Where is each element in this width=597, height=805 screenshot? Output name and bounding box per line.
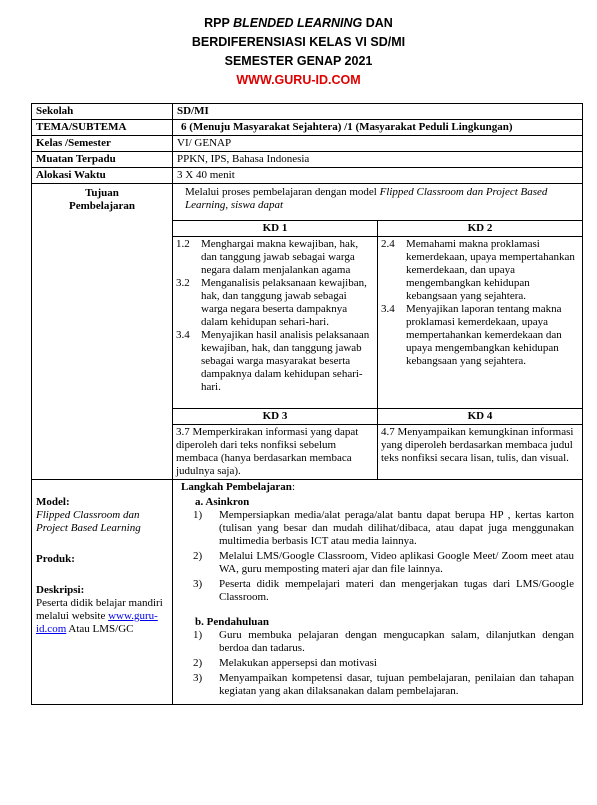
kd-num: 2.4 bbox=[381, 238, 395, 250]
deskripsi-body: Peserta didik belajar mandiri melalui website bbox=[36, 597, 163, 622]
deskripsi-label: Deskripsi: bbox=[36, 584, 85, 596]
langkah-row bbox=[32, 480, 582, 704]
deskripsi-text bbox=[36, 597, 168, 636]
title-line-1-post: DAN bbox=[362, 16, 393, 30]
tujuan-intro-plain: Melalui proses pembelajaran dengan model bbox=[185, 186, 380, 198]
kd-text: Menganalisis pelaksanaan kewajiban, hak, dan tanggung jawab sebagai warga negara beserta dampaknya dalam kehidupan sehari-hari. bbox=[201, 277, 367, 328]
title-url[interactable]: WWW.GURU-ID.COM bbox=[236, 73, 361, 87]
step-text: Guru membuka pelajaran dengan mengucapkan salam, dilanjutkan dengan berdoa dan tadarus. bbox=[219, 629, 574, 654]
kd-text: Menyajikan hasil analisis pelaksanaan kewajiban, hak, dan tanggung jawab sebagai warga masyarakat beserta dampaknya dalam kehidupan sehari-hari. bbox=[201, 329, 370, 393]
info-label: TEMA/SUBTEMA bbox=[32, 120, 173, 135]
website-link[interactable]: www.guru-id.com bbox=[36, 610, 158, 635]
kd4-cell: 4.7 Menyampaikan kemungkinan informasi yang diperoleh berdasarkan membaca judul teks nonfiksi secara lisan, tulis, dan visual. bbox=[377, 425, 582, 479]
pendahuluan-title: b. Pendahuluan bbox=[195, 616, 269, 628]
step-num: 3) bbox=[193, 672, 203, 684]
step-text: Peserta didik mempelajari materi dan mengerjakan tugas dari LMS/Google Classroom. bbox=[219, 578, 574, 603]
pendahuluan-step bbox=[181, 657, 574, 670]
title-line-1-italic: BLENDED LEARNING bbox=[233, 16, 363, 30]
info-value: SD/MI bbox=[177, 105, 209, 117]
kd1-item bbox=[176, 238, 374, 277]
step-num: 2) bbox=[193, 550, 203, 562]
tujuan-intro bbox=[173, 184, 582, 220]
produk-label: Produk: bbox=[36, 553, 75, 565]
info-label: Alokasi Waktu bbox=[32, 168, 173, 183]
title-line-1-pre: RPP bbox=[204, 16, 234, 30]
kd-num: 1.2 bbox=[176, 238, 190, 250]
step-text: Melakukan appersepsi dan motivasi bbox=[219, 657, 377, 669]
kd-text: Menghargai makna kewajiban, hak, dan tanggung jawab sebagai warga negara dalam menjalankan agama bbox=[201, 238, 359, 276]
title-line-1 bbox=[0, 14, 597, 33]
side-panel bbox=[32, 480, 173, 704]
kd2-cell bbox=[377, 237, 582, 408]
model-value: Flipped Classroom dan Project Based Learning bbox=[36, 509, 141, 534]
kd-num: 3.2 bbox=[176, 277, 190, 289]
kd-head-row-1 bbox=[173, 221, 582, 237]
langkah-content bbox=[173, 480, 582, 704]
kd-num: 3.4 bbox=[381, 303, 395, 315]
kd-body-row-1 bbox=[173, 237, 582, 409]
tujuan-row bbox=[32, 184, 582, 480]
kd-table bbox=[173, 220, 582, 479]
info-row-muatan bbox=[32, 152, 582, 168]
step-num: 2) bbox=[193, 657, 203, 669]
kd3-cell: 3.7 Memperkirakan informasi yang dapat diperoleh dari teks nonfiksi sebelum membaca (hanya berdasarkan membaca judulnya saja). bbox=[176, 426, 359, 477]
kd1-cell bbox=[173, 237, 377, 408]
kd-num: 3.4 bbox=[176, 329, 190, 341]
info-value: VI/ GENAP bbox=[177, 137, 232, 149]
info-row-kelas bbox=[32, 136, 582, 152]
tujuan-intro-italic: Flipped Classroom dan Project Based Learning, siswa dapat bbox=[185, 186, 548, 211]
tujuan-content bbox=[173, 184, 582, 479]
kd1-header: KD 1 bbox=[173, 221, 377, 237]
langkah-heading-colon: : bbox=[291, 481, 295, 493]
kd-head-row-2 bbox=[173, 409, 582, 425]
info-value: 6 (Menuju Masyarakat Sejahtera) /1 (Masyarakat Peduli Lingkungan) bbox=[181, 121, 513, 133]
step-num: 1) bbox=[193, 509, 203, 521]
info-row-tema bbox=[32, 120, 582, 136]
kd3-header: KD 3 bbox=[173, 409, 377, 425]
langkah-heading-text: Langkah Pembelajaran bbox=[181, 481, 292, 493]
step-text: Menyampaikan kompetensi dasar, tujuan pembelajaran, penilaian dan tahapan kegiatan yang akan dilaksanakan dalam pembelajaran. bbox=[219, 672, 574, 697]
info-value: PPKN, IPS, Bahasa Indonesia bbox=[177, 153, 310, 165]
kd4-header: KD 4 bbox=[377, 409, 582, 425]
kd1-item bbox=[176, 277, 374, 329]
title-line-2: BERDIFERENSIASI KELAS VI SD/MI bbox=[191, 35, 406, 49]
info-label: Kelas /Semester bbox=[32, 136, 173, 151]
kd1-item bbox=[176, 329, 374, 394]
info-label: Sekolah bbox=[32, 104, 173, 119]
model-label: Model: bbox=[36, 496, 70, 508]
title-line-3: SEMESTER GENAP 2021 bbox=[224, 54, 373, 68]
info-row-alokasi bbox=[32, 168, 582, 184]
deskripsi-tail: Atau LMS/GC bbox=[68, 623, 134, 635]
info-value: 3 X 40 menit bbox=[177, 169, 235, 181]
info-row-sekolah bbox=[32, 104, 582, 120]
pendahuluan-step bbox=[181, 672, 574, 698]
step-num: 1) bbox=[193, 629, 203, 641]
asinkron-step bbox=[181, 509, 574, 548]
kd-text: Memahami makna proklamasi kemerdekaan, upaya mempertahankan kemerdekaan, dan upaya mengembangkan kehidupan kebangsaan yang sejahtera. bbox=[406, 238, 575, 302]
step-text: Melalui LMS/Google Classroom, Video aplikasi Google Meet/ Zoom meet atau WA, guru memposting materi ajar dan file lainnya. bbox=[219, 550, 574, 575]
asinkron-step bbox=[181, 550, 574, 576]
step-text: Mempersiapkan media/alat peraga/alat bantu dapat berupa HP , kertas karton (tulisan yang besar dan mudah dilihat/dibaca, atau dapat juga menggunakan multimedia berbasis ICT atau media lainnya. bbox=[219, 509, 574, 547]
rpp-table bbox=[31, 103, 583, 705]
kd2-item bbox=[381, 238, 579, 303]
asinkron-step bbox=[181, 578, 574, 604]
info-label: Muatan Terpadu bbox=[32, 152, 173, 167]
pendahuluan-step bbox=[181, 629, 574, 655]
kd2-item bbox=[381, 303, 579, 368]
asinkron-title: a. Asinkron bbox=[195, 496, 250, 508]
kd2-header: KD 2 bbox=[377, 221, 582, 237]
tujuan-label bbox=[32, 184, 173, 479]
langkah-heading bbox=[181, 481, 574, 494]
kd-body-row-2 bbox=[173, 425, 582, 479]
tujuan-label-text: Tujuan Pembelajaran bbox=[69, 187, 135, 212]
step-num: 3) bbox=[193, 578, 203, 590]
document-title bbox=[0, 14, 597, 90]
kd-text: Menyajikan laporan tentang makna proklamasi kemerdekaan, upaya mempertahankan kemerdekaan dan upaya mengembangkan kehidupan kebangsaan yang sejahtera. bbox=[406, 303, 562, 367]
